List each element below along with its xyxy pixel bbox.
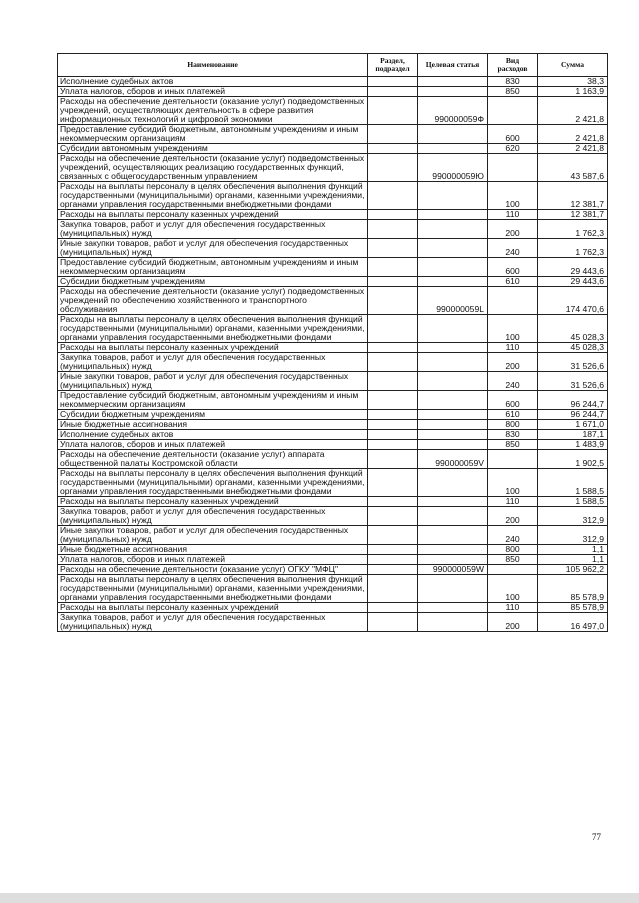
table-row [58,220,608,239]
table-row [58,420,608,430]
cell-sum: 45 028,3 [538,315,608,343]
scan-edge [0,893,639,903]
cell-sum: 1 762,3 [538,239,608,258]
cell-sum: 1 163,9 [538,87,608,97]
cell-code: 990000059V [418,450,488,469]
cell-code [418,440,488,450]
cell-name: Иные бюджетные ассигнования [58,420,368,430]
cell-code [418,372,488,391]
page-number: 77 [592,832,601,842]
cell-sum: 1 671,0 [538,420,608,430]
cell-name: Расходы на выплаты персоналу в целях обеспечения выполнения функций государственными (муниципальными) органами, казенными учреждениями, органами управления государственными внебюджетными фондами [58,469,368,497]
cell-sec [368,575,418,603]
table-row [58,526,608,545]
cell-kind: 830 [488,430,538,440]
cell-sec [368,603,418,613]
cell-kind: 100 [488,575,538,603]
cell-sec [368,497,418,507]
cell-sum: 2 421,8 [538,144,608,154]
cell-sum: 1 588,5 [538,497,608,507]
cell-sum: 1 588,5 [538,469,608,497]
cell-sum: 105 962,2 [538,565,608,575]
cell-sum: 1 762,3 [538,220,608,239]
header-section: Раздел, подраздел [368,54,418,77]
cell-kind: 850 [488,555,538,565]
cell-sum: 12 381,7 [538,210,608,220]
cell-name: Закупка товаров, работ и услуг для обеспечения государственных (муниципальных) нужд [58,613,368,632]
cell-kind: 240 [488,239,538,258]
cell-sec [368,555,418,565]
cell-code [418,277,488,287]
cell-code [418,182,488,210]
cell-sec [368,277,418,287]
table-row [58,555,608,565]
table-row [58,144,608,154]
cell-name: Расходы на выплаты персоналу в целях обеспечения выполнения функций государственными (муниципальными) органами, казенными учреждениями, органами управления государственными внебюджетными фондами [58,315,368,343]
cell-kind [488,287,538,315]
cell-kind: 110 [488,210,538,220]
cell-sec [368,526,418,545]
cell-kind: 620 [488,144,538,154]
cell-sec [368,315,418,343]
cell-kind: 800 [488,420,538,430]
cell-sec [368,353,418,372]
table-row [58,391,608,410]
cell-sum: 45 028,3 [538,343,608,353]
cell-sec [368,154,418,182]
cell-sec [368,440,418,450]
table-row [58,287,608,315]
cell-sec [368,450,418,469]
cell-kind: 200 [488,507,538,526]
table-row [58,565,608,575]
cell-name: Расходы на обеспечение деятельности (оказание услуг) аппарата общественной палаты Костромской области [58,450,368,469]
cell-name: Субсидии автономным учреждениям [58,144,368,154]
cell-code [418,420,488,430]
cell-code [418,430,488,440]
table-row [58,182,608,210]
table-row [58,154,608,182]
table-row [58,603,608,613]
table-row [58,277,608,287]
cell-sec [368,210,418,220]
table-row [58,613,608,632]
cell-sum: 38,3 [538,77,608,87]
cell-name: Закупка товаров, работ и услуг для обеспечения государственных (муниципальных) нужд [58,353,368,372]
table-row [58,87,608,97]
table-row [58,545,608,555]
cell-sec [368,420,418,430]
cell-kind: 110 [488,603,538,613]
table-row [58,469,608,497]
cell-sec [368,430,418,440]
table-row [58,410,608,420]
cell-kind: 200 [488,353,538,372]
cell-sum: 96 244,7 [538,410,608,420]
cell-code [418,343,488,353]
budget-table-sheet [57,53,608,632]
cell-sec [368,125,418,144]
cell-sec [368,220,418,239]
cell-sum: 312,9 [538,526,608,545]
cell-code [418,258,488,277]
cell-code [418,391,488,410]
cell-sum: 2 421,8 [538,97,608,125]
cell-kind: 850 [488,440,538,450]
cell-code: 990000059Ю [418,154,488,182]
cell-name: Исполнение судебных актов [58,430,368,440]
cell-sec [368,545,418,555]
cell-sum: 312,9 [538,507,608,526]
table-row [58,125,608,144]
cell-name: Иные закупки товаров, работ и услуг для обеспечения государственных (муниципальных) нужд [58,372,368,391]
cell-code [418,210,488,220]
table-row [58,77,608,87]
table-row [58,575,608,603]
cell-kind: 200 [488,613,538,632]
cell-sum: 85 578,9 [538,575,608,603]
cell-kind: 800 [488,545,538,555]
cell-sum: 96 244,7 [538,391,608,410]
header-kind: Вид расходов [488,54,538,77]
cell-kind: 610 [488,410,538,420]
cell-kind: 600 [488,258,538,277]
cell-name: Расходы на выплаты персоналу казенных учреждений [58,210,368,220]
table-header-row [58,54,608,77]
table-row [58,440,608,450]
cell-name: Расходы на обеспечение деятельности (оказание услуг) ОГКУ "МФЦ" [58,565,368,575]
header-sum: Сумма [538,54,608,77]
cell-sum: 1 483,9 [538,440,608,450]
header-target: Целевая статья [418,54,488,77]
cell-name: Расходы на выплаты персоналу в целях обеспечения выполнения функций государственными (муниципальными) органами, казенными учреждениями, органами управления государственными внебюджетными фондами [58,182,368,210]
cell-name: Закупка товаров, работ и услуг для обеспечения государственных (муниципальных) нужд [58,507,368,526]
cell-code [418,555,488,565]
cell-kind: 200 [488,220,538,239]
cell-sec [368,77,418,87]
cell-name: Уплата налогов, сборов и иных платежей [58,87,368,97]
cell-code [418,220,488,239]
cell-kind: 240 [488,372,538,391]
cell-kind: 100 [488,469,538,497]
cell-kind: 240 [488,526,538,545]
cell-kind [488,450,538,469]
cell-kind: 110 [488,497,538,507]
cell-code [418,613,488,632]
table-row [58,450,608,469]
cell-name: Исполнение судебных актов [58,77,368,87]
table-row [58,97,608,125]
cell-name: Уплата налогов, сборов и иных платежей [58,555,368,565]
cell-name: Закупка товаров, работ и услуг для обеспечения государственных (муниципальных) нужд [58,220,368,239]
cell-kind: 100 [488,315,538,343]
table-body [58,77,608,632]
cell-name: Иные закупки товаров, работ и услуг для обеспечения государственных (муниципальных) нужд [58,526,368,545]
cell-code [418,410,488,420]
cell-name: Расходы на обеспечение деятельности (оказание услуг) подведомственных учреждений, осуществляющих деятельность в сфере развития информационных технологий и цифровой экономики [58,97,368,125]
cell-name: Иные бюджетные ассигнования [58,545,368,555]
cell-code [418,469,488,497]
table-row [58,239,608,258]
table-row [58,315,608,343]
cell-sum: 43 587,6 [538,154,608,182]
cell-code [418,497,488,507]
cell-sec [368,144,418,154]
cell-code: 990000059W [418,565,488,575]
cell-name: Расходы на выплаты персоналу казенных учреждений [58,343,368,353]
cell-sec [368,565,418,575]
cell-kind: 610 [488,277,538,287]
cell-code [418,144,488,154]
table-row [58,430,608,440]
cell-code [418,315,488,343]
cell-kind [488,97,538,125]
cell-name: Субсидии бюджетным учреждениям [58,410,368,420]
cell-sec [368,287,418,315]
cell-code: 990000059Ф [418,97,488,125]
cell-sum: 2 421,8 [538,125,608,144]
cell-name: Расходы на обеспечение деятельности (оказание услуг) подведомственных учреждений по обеспечению хозяйственного и транспортного обслуживания [58,287,368,315]
cell-sum: 1 902,5 [538,450,608,469]
budget-table [57,53,608,632]
cell-sum: 29 443,6 [538,258,608,277]
cell-name: Расходы на обеспечение деятельности (оказание услуг) подведомственных учреждений, осуществляющих реализацию государственных функций, связанных с общегосударственным управлением [58,154,368,182]
cell-code [418,603,488,613]
table-row [58,210,608,220]
cell-sum: 1,1 [538,555,608,565]
cell-sec [368,87,418,97]
cell-sum: 1,1 [538,545,608,555]
cell-code [418,77,488,87]
table-row [58,343,608,353]
cell-sec [368,97,418,125]
table-row [58,258,608,277]
cell-sec [368,372,418,391]
cell-code [418,125,488,144]
cell-sum: 29 443,6 [538,277,608,287]
header-name: Наименование [58,54,368,77]
cell-sec [368,391,418,410]
cell-code: 990000059L [418,287,488,315]
cell-name: Уплата налогов, сборов и иных платежей [58,440,368,450]
cell-name: Предоставление субсидий бюджетным, автономным учреждениям и иным некоммерческим организациям [58,125,368,144]
cell-sum: 31 526,6 [538,353,608,372]
cell-sum: 16 497,0 [538,613,608,632]
cell-kind: 850 [488,87,538,97]
table-row [58,497,608,507]
cell-name: Предоставление субсидий бюджетным, автономным учреждениям и иным некоммерческим организациям [58,258,368,277]
table-row [58,507,608,526]
cell-sum: 12 381,7 [538,182,608,210]
cell-sec [368,258,418,277]
cell-sec [368,469,418,497]
cell-code [418,575,488,603]
cell-code [418,507,488,526]
cell-sum: 31 526,6 [538,372,608,391]
cell-kind: 110 [488,343,538,353]
cell-kind [488,565,538,575]
cell-sec [368,410,418,420]
cell-name: Иные закупки товаров, работ и услуг для обеспечения государственных (муниципальных) нужд [58,239,368,258]
cell-sec [368,239,418,258]
cell-code [418,239,488,258]
cell-sec [368,343,418,353]
cell-code [418,526,488,545]
cell-kind: 830 [488,77,538,87]
cell-code [418,87,488,97]
cell-sec [368,507,418,526]
cell-name: Предоставление субсидий бюджетным, автономным учреждениям и иным некоммерческим организациям [58,391,368,410]
cell-sum: 85 578,9 [538,603,608,613]
cell-name: Субсидии бюджетным учреждениям [58,277,368,287]
cell-sum: 174 470,6 [538,287,608,315]
cell-name: Расходы на выплаты персоналу казенных учреждений [58,603,368,613]
table-row [58,353,608,372]
cell-sec [368,613,418,632]
cell-kind: 100 [488,182,538,210]
cell-kind: 600 [488,125,538,144]
cell-kind: 600 [488,391,538,410]
cell-sum: 187,1 [538,430,608,440]
table-row [58,372,608,391]
cell-code [418,353,488,372]
cell-sec [368,182,418,210]
cell-name: Расходы на выплаты персоналу казенных учреждений [58,497,368,507]
cell-kind [488,154,538,182]
cell-code [418,545,488,555]
cell-name: Расходы на выплаты персоналу в целях обеспечения выполнения функций государственными (муниципальными) органами, казенными учреждениями, органами управления государственными внебюджетными фондами [58,575,368,603]
